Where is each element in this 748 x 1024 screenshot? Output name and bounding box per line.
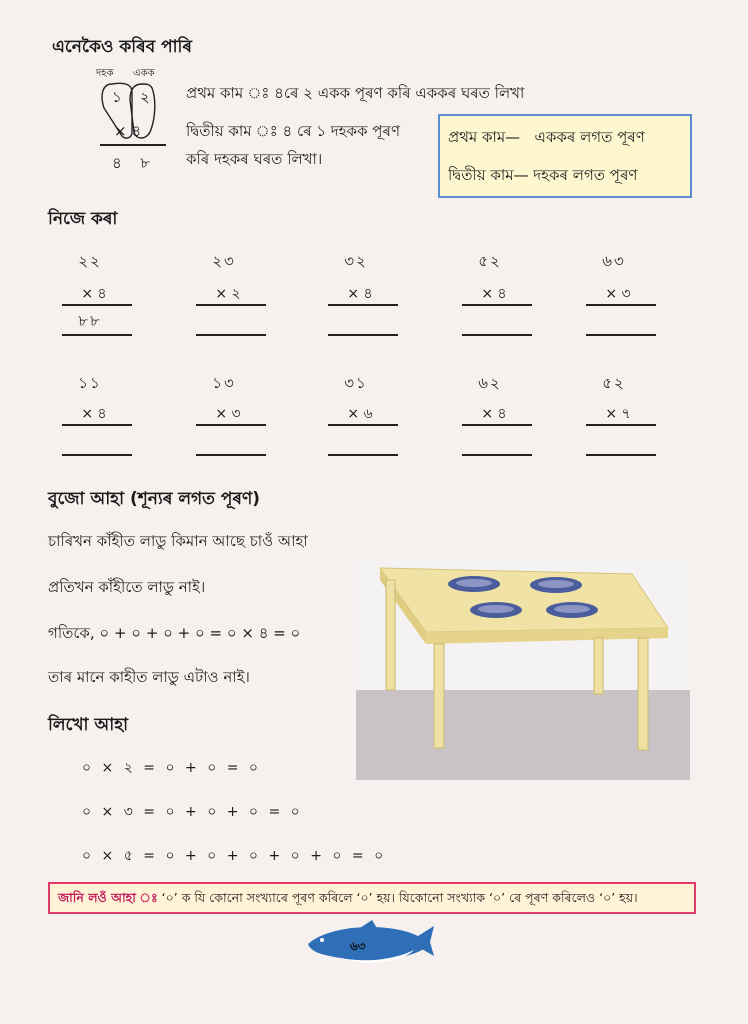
answer-rule-bottom [62,334,132,336]
zero-equation-1: ০ × ২ = ০ + ০ = ০ [82,760,262,776]
zero-line1: চাৰিখন কাঁহীত লাডু কিমান আছে চাওঁ আহা [48,532,308,550]
example-result: ৪ ৮ [112,154,154,172]
zero-line2: প্ৰতিখন কাঁহীতে লাডু নাই। [48,578,206,596]
answer-rule-top [196,304,266,306]
problem-multiplier: × ৪ [481,406,507,422]
answer-rule-bottom [328,334,398,336]
problem-top-number: ৫২ [478,252,502,270]
problem-top-number: ৫২ [602,374,626,392]
answer-rule-top [586,424,656,426]
zero-line3: গতিকে, ০ + ০ + ০ + ০ = ০ × ৪ = ০ [48,624,301,642]
zero-section-title: বুজো আহা (শূন্যৰ লগত পূৰণ) [48,489,260,509]
problem-multiplier: × ৩ [215,406,241,422]
example-multiplier: × ৪ [114,122,142,140]
example-rule [100,144,166,146]
answer-rule-top [62,424,132,426]
problem-multiplier: × ৪ [347,286,373,302]
problem-multiplier: × ৪ [81,406,107,422]
dolphin-icon [300,920,436,970]
section-title-method: এনেকৈও কৰিব পাৰি [52,37,192,57]
problem-top-number: ৬৩ [602,252,626,270]
page-number: ৬৩ [350,939,366,953]
problem-top-number: ৬২ [478,374,502,392]
write-section-title: লিখো আহা [48,715,129,735]
answer-rule-bottom [196,334,266,336]
problem-top-number: ২৩ [212,252,236,270]
zero-equation-3: ০ × ৫ = ০ + ০ + ০ + ০ + ০ = ০ [82,848,387,864]
problem-multiplier: × ৩ [605,286,631,302]
zero-line4: তাৰ মানে কাহীত লাডু এটাও নাই। [48,668,250,686]
answer-rule-top [196,424,266,426]
summary-line2: দ্বিতীয় কাম— দহকৰ লগত পূৰণ [448,166,638,184]
problem-top-number: ১৩ [212,374,236,392]
note-text: ‘০’ ক যি কোনো সংখ্যাৰে পূৰণ কৰিলে ‘০’ হয়। যিকোনো সংখ্যাক ‘০’ ৰে পূৰণ কৰিলেও ‘০’ হয়। [161,890,638,905]
step1-text: প্ৰথম কাম ঃ ৪ৰে ২ একক পূৰণ কৰি এককৰ ঘৰত লিখা [186,84,525,102]
digit-ones: ২ [140,88,150,106]
problem-top-number: ১১ [78,374,102,392]
problem-top-number: ৩২ [344,252,368,270]
table-illustration [356,560,690,780]
zero-equation-2: ০ × ৩ = ০ + ০ + ০ = ০ [82,804,303,820]
answer-rule-top [462,424,532,426]
problem-top-number: ২২ [78,252,102,270]
problem-multiplier: × ৪ [481,286,507,302]
answer-rule-top [328,424,398,426]
note-label: জানি লওঁ আহা ঃ [58,890,158,905]
answer-rule-bottom [462,334,532,336]
problem-answer: ৮৮ [78,312,102,330]
step2-text-line1: দ্বিতীয় কাম ঃ ৪ ৰে ১ দহকক পূৰণ [186,122,401,140]
summary-box [438,114,692,198]
problem-top-number: ৩১ [344,374,368,392]
problem-multiplier: × ৭ [605,406,631,422]
note-box [48,882,696,914]
problem-multiplier: × ৪ [81,286,107,302]
answer-rule-top [62,304,132,306]
exercise-title: নিজে কৰা [48,209,118,229]
answer-rule-bottom [462,454,532,456]
answer-rule-bottom [328,454,398,456]
answer-rule-bottom [196,454,266,456]
ones-label: একক [133,68,155,79]
problem-multiplier: × ৬ [347,406,373,422]
answer-rule-top [462,304,532,306]
answer-rule-top [328,304,398,306]
answer-rule-bottom [586,334,656,336]
step2-text-line2: কৰি দহকৰ ঘৰত লিখা। [186,150,323,168]
problem-multiplier: × ২ [215,286,241,302]
answer-rule-top [586,304,656,306]
answer-rule-bottom [62,454,132,456]
summary-line1: প্ৰথম কাম— এককৰ লগত পূৰণ [448,128,645,146]
answer-rule-bottom [586,454,656,456]
tens-label: দহক [96,68,114,79]
digit-tens: ১ [112,88,122,106]
